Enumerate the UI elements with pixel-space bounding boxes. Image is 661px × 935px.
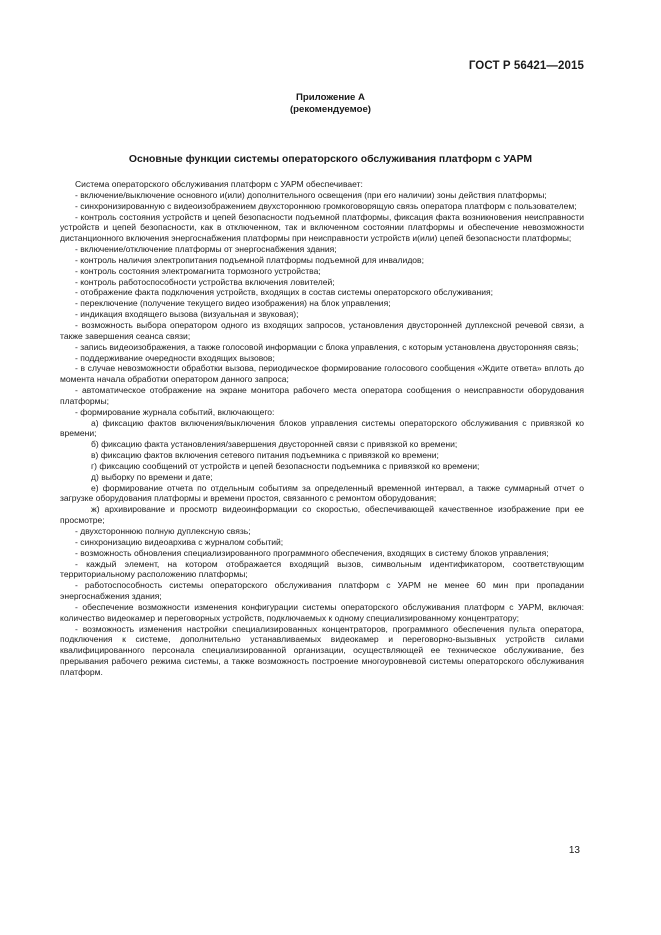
list-item: - синхронизированную с видеоизображением двухстороннюю громкоговорящую связь оператора платформ с пользователем; [75,200,577,211]
list-item: - формирование журнала событий, включающего: [75,406,275,417]
list-item: - в случае невозможности обработки вызова, периодическое формирование голосового сообщения «Ждите ответа» вплоть до момента начала обработки оператором данного запроса; [60,363,584,385]
sub-list-item: б) фиксацию факта установления/завершения двусторонней связи с привязкой ко времени; [91,439,458,450]
list-item: - отображение факта подключения устройств, входящих в состав системы операторского обслуживания; [75,287,493,298]
appendix-heading [0,92,661,116]
sub-list-item: д) выборку по времени и дате; [91,471,213,482]
standard-code: ГОСТ Р 56421—2015 [468,60,584,72]
list-item: - контроль работоспособности устройства включения ловителей; [75,276,335,287]
sub-list-item: в) фиксацию фактов включения сетевого питания подъемника с привязкой ко времени; [91,450,439,461]
list-item: - возможность обновления специализированного программного обеспечения, входящих в систему блоков управления; [75,547,549,558]
list-item: - переключение (получение текущего видео изображения) на блок управления; [75,298,391,309]
list-item: - поддерживание очередности входящих вызовов; [75,352,275,363]
list-item: - возможность выбора оператором одного из входящих запросов, установления двусторонней дуплексной речевой связи, а также завершения сеанса связи; [60,319,584,341]
sub-list-item: е) формирование отчета по отдельным событиям за определенный временной интервал, а также суммарный отчет о загрузке оборудования платформы и времени простоя, связанного с ремонтом оборудования; [60,482,584,504]
section-title: Основные функции системы операторского обслуживания платформ с УАРМ [128,154,533,165]
list-item: - работоспособность системы операторского обслуживания платформ с УАРМ не менее 60 мин при пропадании энергоснабжения здания; [60,580,584,602]
sub-list-item: а) фиксацию фактов включения/выключения блоков управления системы операторского обслуживания с привязкой ко времени; [60,417,584,439]
list-item: - синхронизацию видеоархива с журналом событий; [75,536,284,547]
sub-list-item: ж) архивирование и просмотр видеоинформации со скоростью, обеспечивающей качественное изображение при ее просмотре; [60,504,584,526]
list-item: - двухстороннюю полную дуплексную связь; [75,526,251,536]
list-item: - запись видеоизображения, а также голосовой информации с блока управления, с которым установлена двусторонняя связь; [75,341,579,352]
list-item: - контроль наличия электропитания подъемной платформы подъемной для инвалидов; [75,254,424,265]
list-item: - включение/выключение основного и(или) дополнительного освещения (при его наличии) зоны действия платформы; [75,189,547,200]
list-item: - каждый элемент, на котором отображается входящий вызов, символьным идентификатором, соответствующим территориальному расположению платформы; [60,558,584,580]
list-item: - автоматическое отображение на экране монитора рабочего места оператора сообщения о неисправности оборудования платформы; [60,385,584,406]
list-item: - контроль состояния электромагнита тормозного устройства; [75,265,321,276]
list-item: - контроль состояния устройств и цепей безопасности подъемной платформы, фиксация факта возникновения неисправности устройств и цепей безопасности, как в отключенном, так и включенном состоянии платформы и обеспечение невозможности дистанционного включения энергоснабжения платформы при неисправности устройств и(или) цепей безопасности платформы; [60,211,584,244]
appendix-status: (рекомендуемое) [289,104,371,115]
appendix-label: Приложение А [296,92,365,103]
page-number: 13 [568,845,580,856]
list-item: - индикация входящего вызова (визуальная и звуковая); [75,309,299,320]
list-item: - обеспечение возможности изменения конфигурации системы операторского обслуживания платформ с УАРМ, включая: количество видеокамер и переговорных устройств, подключаемых к одному специализированному концентратору; [60,601,584,623]
list-item: - включение/отключение платформы от энергоснабжения здания; [75,244,337,255]
list-item: - возможность изменения настройки специализированных концентраторов, программного обеспечения пульта оператора, подключения к системе, дополнительно устанавливаемых видеокамер и переговорно-вызывных устройств силами квалифицированного персонала специализированной организации, осуществляющей ее техническое обслуживание, без прерывания рабочего режима системы, а также возможность построение многоуровневой системы операторского обслуживания платформ. [60,623,584,677]
list-item: Система операторского обслуживания платформ с УАРМ обеспечивает: [75,179,363,189]
sub-list-item: г) фиксацию сообщений от устройств и цепей безопасности подъемника с привязкой ко времени; [91,460,480,471]
body-text [60,179,584,678]
